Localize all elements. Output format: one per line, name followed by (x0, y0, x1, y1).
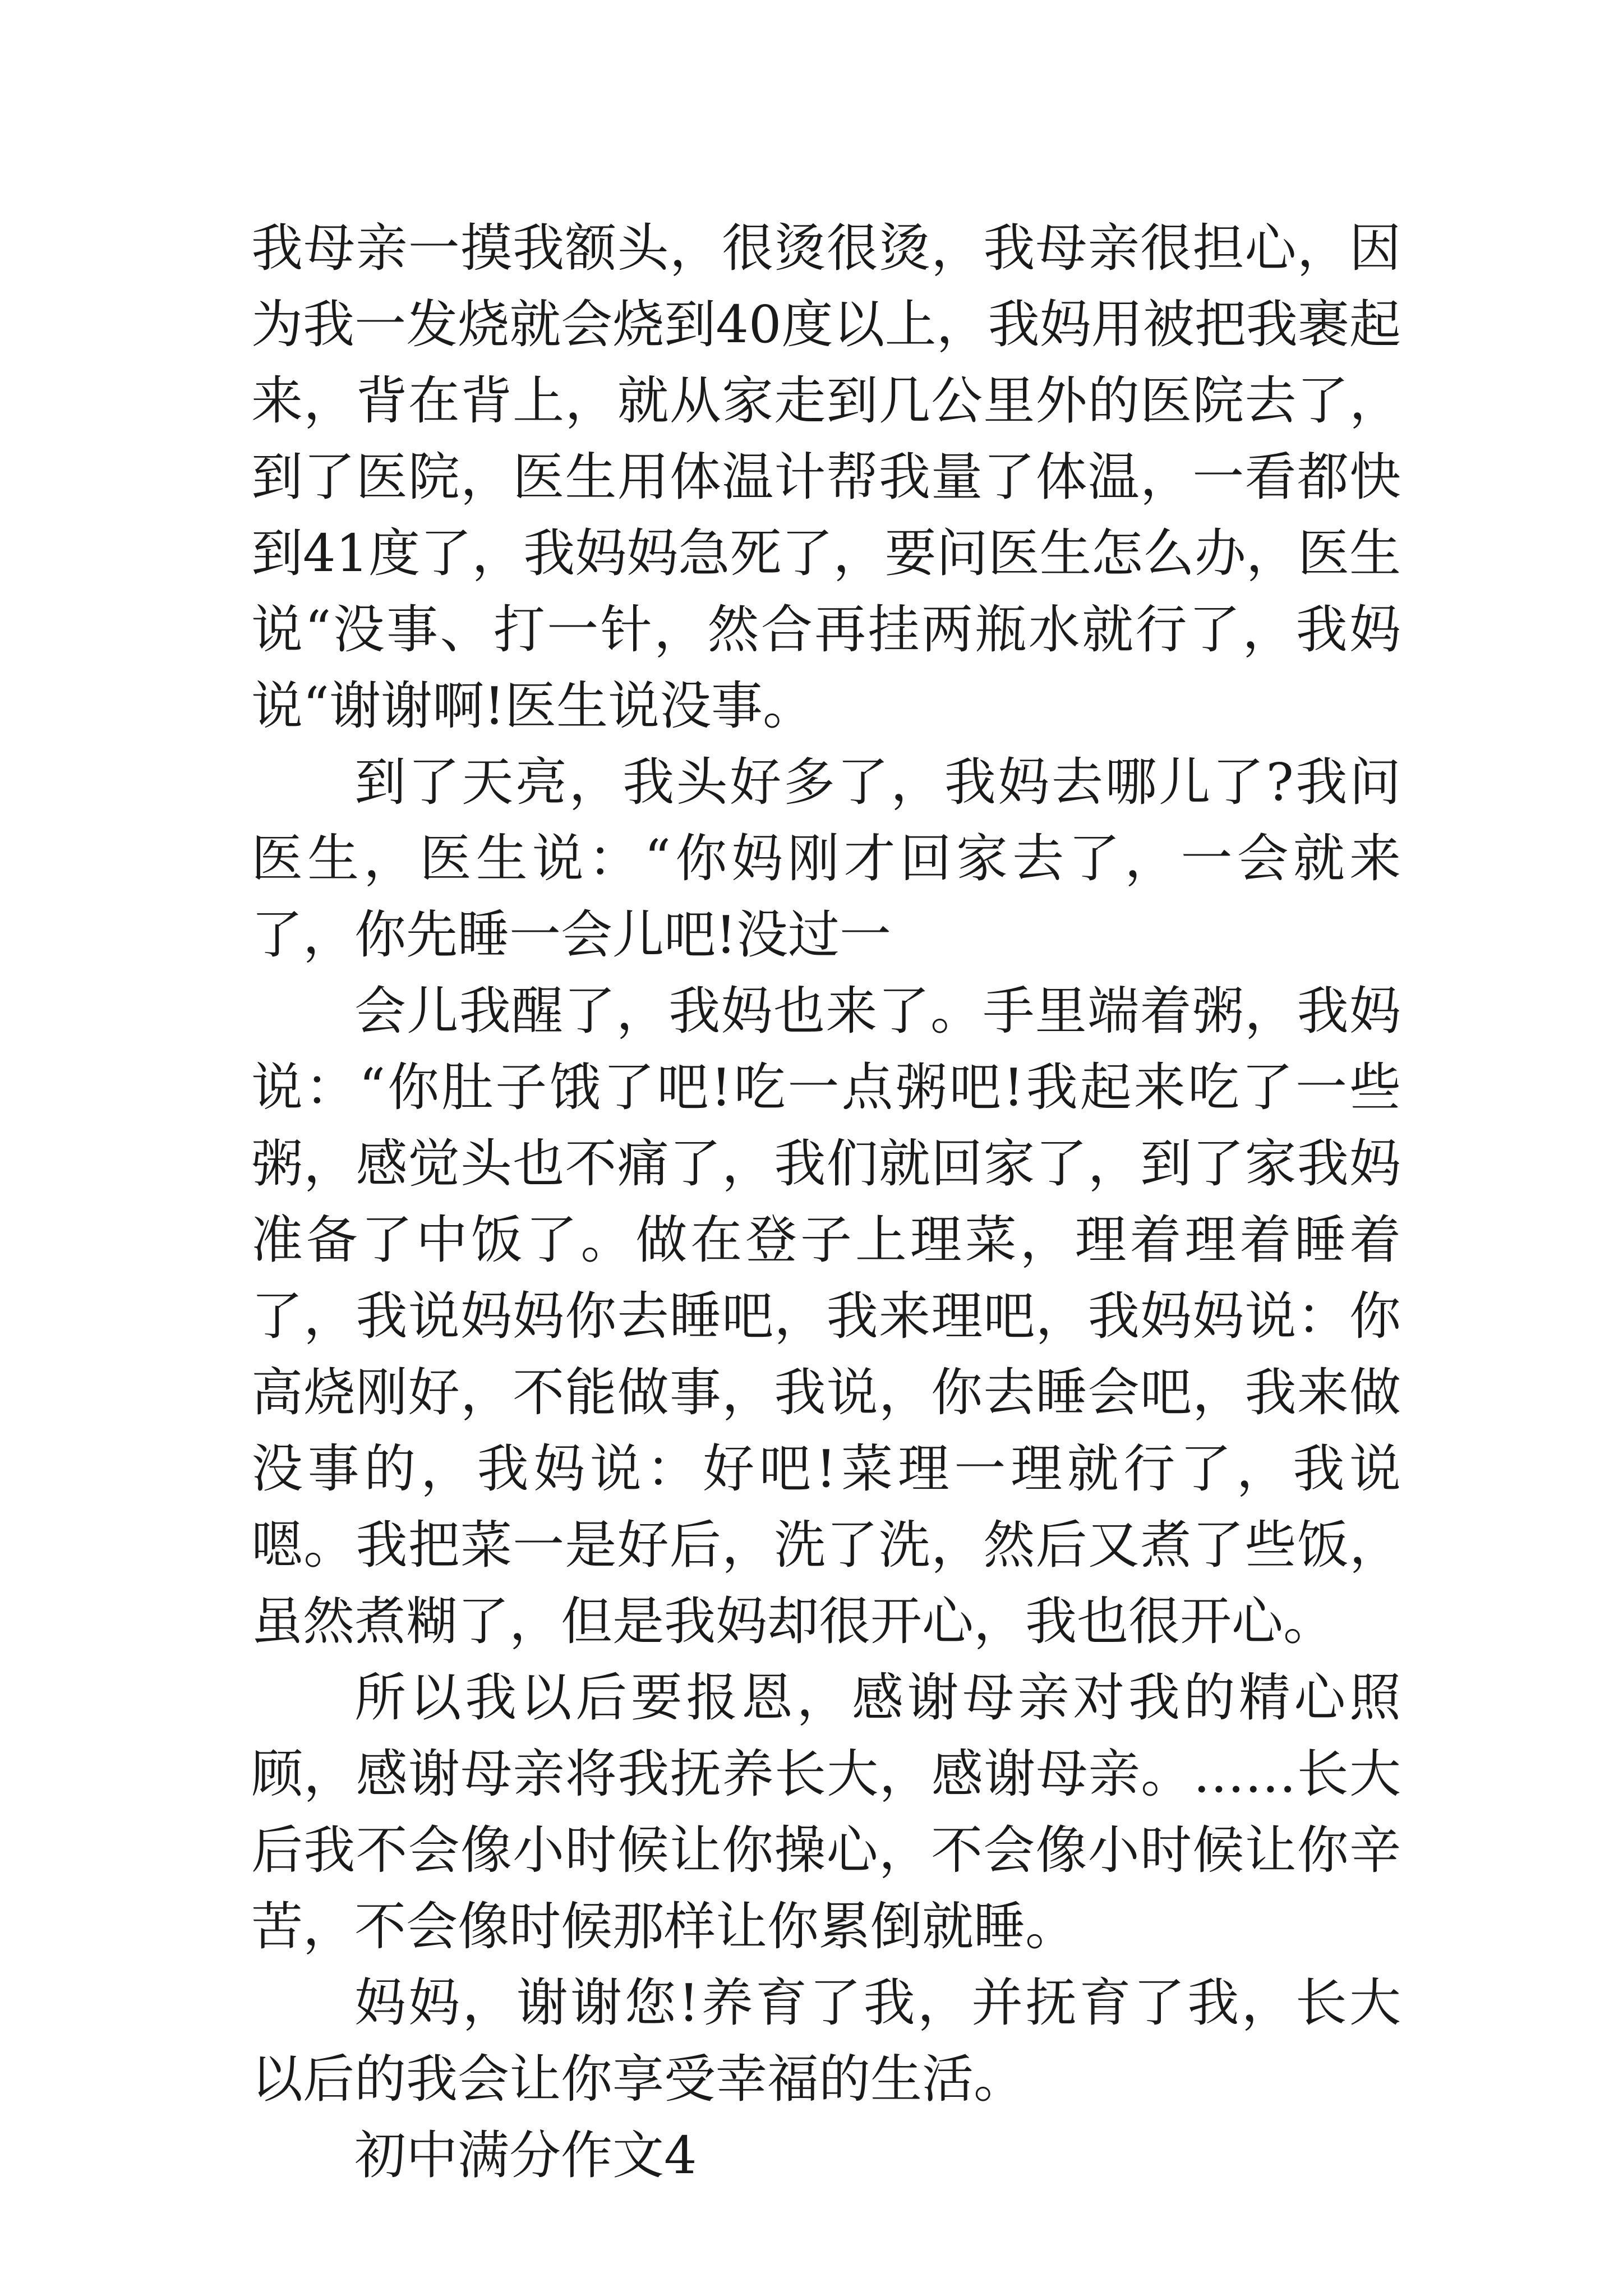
paragraph-5: 妈妈，谢谢您!养育了我，并抚育了我，长大以后的我会让你享受幸福的生活。 (251, 1973, 1401, 2109)
paragraph-1: 我母亲一摸我额头，很烫很烫，我母亲很担心，因为我一发烧就会烧到40度以上，我妈用被把我裹起来，背在背上，就从家走到几公里外的医院去了，到了医院，医生用体温计帮我量了体温，一看都快到41度了，我妈妈急死了，要问医生怎么办，医生说“没事、打一针，然合再挂两瓶水就行了，我妈说“谢谢啊!医生说没事。 (251, 218, 1401, 736)
document-body (251, 210, 1401, 2194)
paragraph-3: 会儿我醒了，我妈也来了。手里端着粥，我妈说：“你肚子饿了吧!吃一点粥吧!我起来吃了一些粥，感觉头也不痛了，我们就回家了，到了家我妈准备了中饭了。做在登子上理菜，理着理着睡着了，我说妈妈你去睡吧，我来理吧，我妈妈说：你高烧刚好，不能做事，我说，你去睡会吧，我来做没事的，我妈说：好吧!菜理一理就行了，我说嗯。我把菜一是好后，洗了洗，然后又煮了些饭，虽然煮糊了，但是我妈却很开心，我也很开心。 (251, 981, 1401, 1651)
paragraph-2: 到了天亮，我头好多了，我妈去哪儿了?我问医生，医生说：“你妈刚才回家去了，一会就来了，你先睡一会儿吧!没过一 (251, 752, 1401, 965)
paragraph-4: 所以我以后要报恩，感谢母亲对我的精心照顾，感谢母亲将我抚养长大，感谢母亲。……长大后我不会像小时候让你操心，不会像小时候让你辛苦，不会像时候那样让你累倒就睡。 (251, 1668, 1401, 1957)
section-heading: 初中满分作文4 (354, 2125, 697, 2185)
